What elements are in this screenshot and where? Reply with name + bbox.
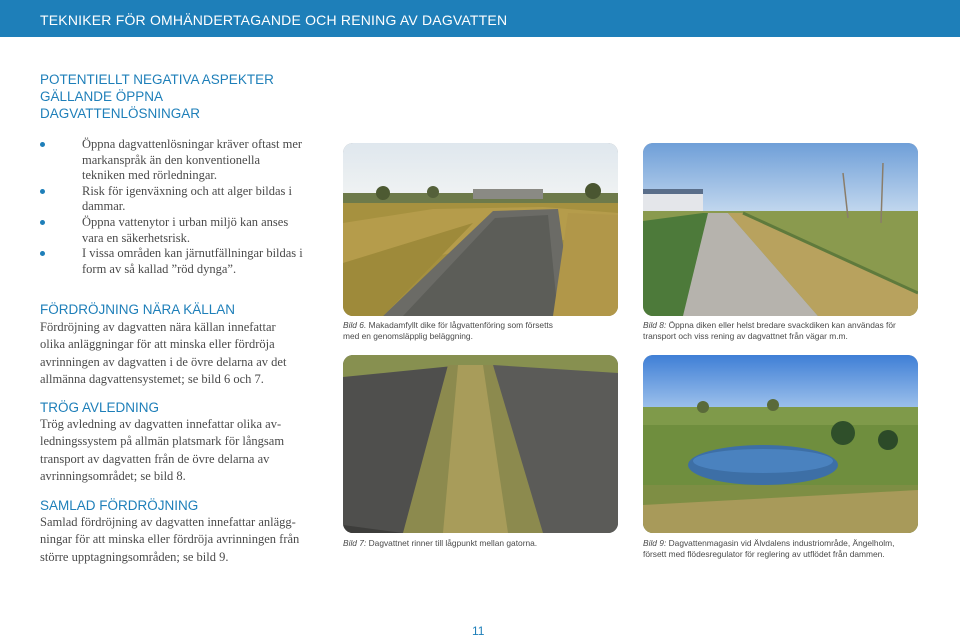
caption-label: Bild 7: <box>343 538 367 548</box>
header-band <box>0 0 960 37</box>
list-item: I vissa områden kan järnutfällningar bildas i form av så kallad ”röd dynga”. <box>40 246 330 277</box>
caption-label: Bild 6. <box>343 320 367 330</box>
main-heading <box>40 71 320 122</box>
section-heading: FÖRDRÖJNING NÄRA KÄLLAN <box>40 302 236 317</box>
photo-gravel-ditch <box>343 143 618 316</box>
photo-stormwater-pond <box>643 355 918 533</box>
list-item: Risk för igenväxning och att alger bildas i dammar. <box>40 184 330 215</box>
caption-bild-9: Bild 9: Dagvattenmagasin vid Älvdalens industriområde, Ängelholm, försett med flödesregulator för reglering av utflödet från dammen. <box>643 538 895 559</box>
caption-bild-8: Bild 8: Öppna diken eller helst bredare svackdiken kan användas för transport och viss rening av dagvattnet från vägar m.m. <box>643 320 896 341</box>
caption-label: Bild 9: <box>643 538 667 548</box>
photo-road-swale <box>643 143 918 316</box>
section-paragraph: Fördröjning av dagvatten nära källan innefattar olika anläggningar för att minska eller fördröja avrinningen av dagvatten i de övre delarna av det allmänna dagvattensystemet; se bild 6 och 7. <box>40 320 287 387</box>
list-item: Öppna dagvattenlösningar kräver oftast mer markanspråk än den konventionella tekniken med rörledningar. <box>40 137 330 184</box>
section-heading: SAMLAD FÖRDRÖJNING <box>40 498 199 513</box>
caption-label: Bild 8: <box>643 320 667 330</box>
bullet-icon <box>40 220 45 225</box>
section-heading: TRÖG AVLEDNING <box>40 400 160 415</box>
section-paragraph: Samlad fördröjning av dagvatten innefattar anlägg- ningar för att minska eller fördröja avrinningen från större upptagningsområden; se bild 9. <box>40 515 300 564</box>
main-heading-line: DAGVATTENLÖSNINGAR <box>40 106 201 121</box>
bullet-icon <box>40 189 45 194</box>
list-item: Öppna vattenytor i urban miljö kan anses vara en säkerhetsrisk. <box>40 215 330 246</box>
section-paragraph: Trög avledning av dagvatten innefattar olika av- ledningssystem på allmän platsmark för långsam transport av dagvatten från de övre delarna av avrinningsområdet; se bild 8. <box>40 417 285 484</box>
caption-bild-6: Bild 6. Makadamfyllt dike för lågvattenföring som försetts med en genomsläpplig beläggning. <box>343 320 553 341</box>
bullet-icon <box>40 251 45 256</box>
caption-bild-7: Bild 7: Dagvattnet rinner till lågpunkt mellan gatorna. <box>343 538 538 548</box>
main-heading-line: GÄLLANDE ÖPPNA <box>40 89 164 104</box>
bullet-icon <box>40 142 45 147</box>
photo-street-ditch <box>343 355 618 533</box>
chapter-title: TEKNIKER FÖR OMHÄNDERTAGANDE OCH RENING AV DAGVATTEN <box>40 12 508 28</box>
aspect-list <box>40 137 330 277</box>
page-number: 11 <box>472 624 485 638</box>
main-heading-line: POTENTIELLT NEGATIVA ASPEKTER <box>40 72 274 87</box>
